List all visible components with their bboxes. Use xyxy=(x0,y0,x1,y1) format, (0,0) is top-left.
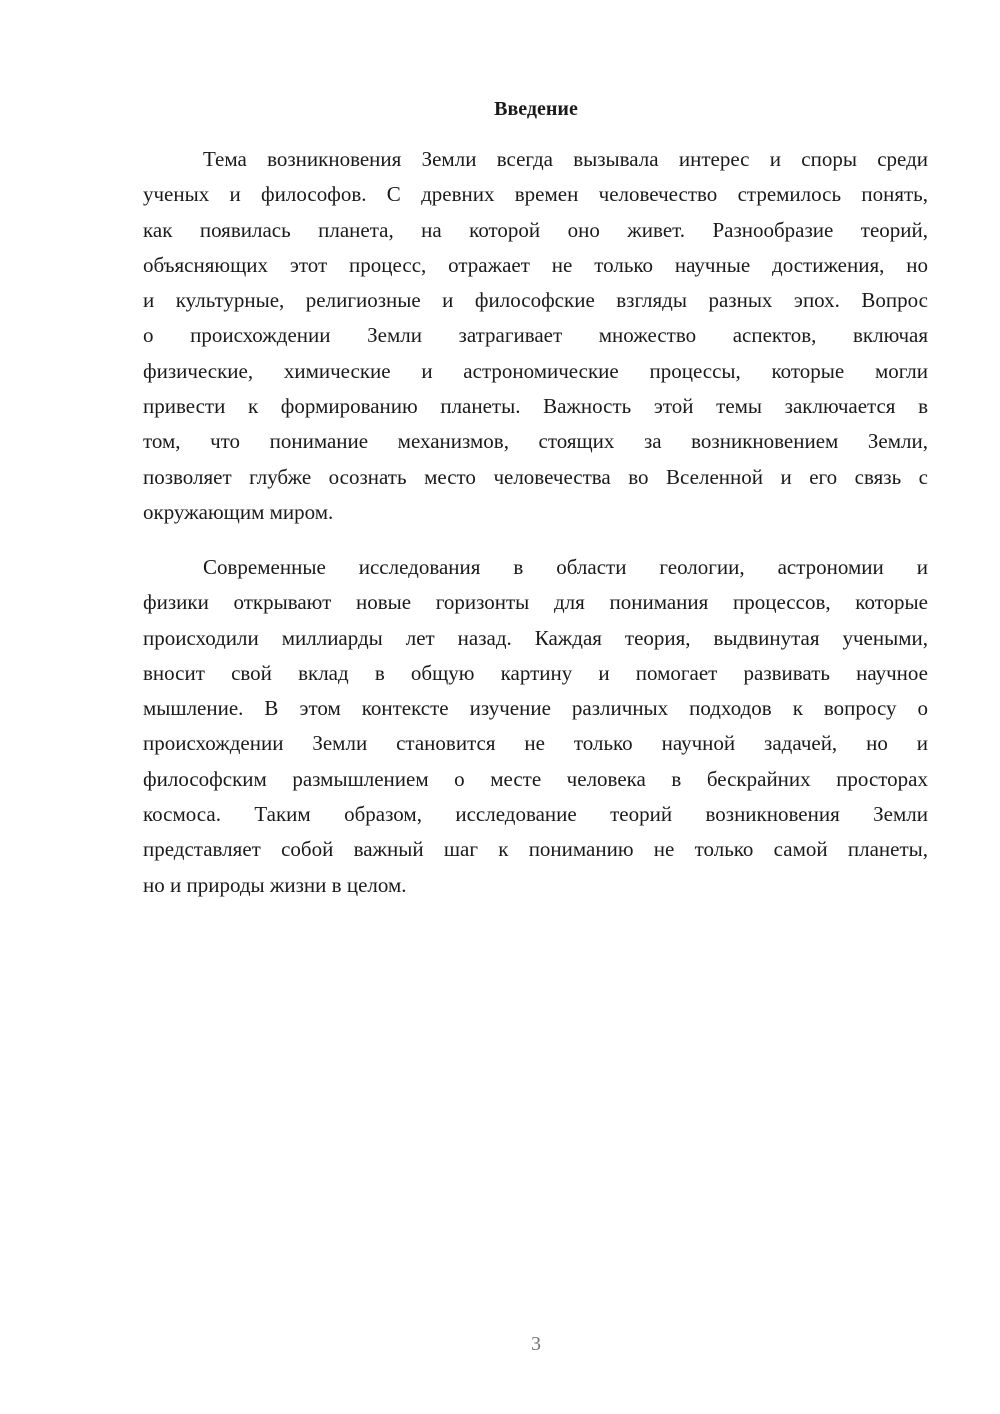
text-line: происхождении Земли становится не только научной задачей, но и xyxy=(143,731,928,756)
text-line: объясняющих этот процесс, отражает не только научные достижения, но xyxy=(143,252,928,277)
text-line: окружающим миром. xyxy=(143,499,334,524)
text-line: привести к формированию планеты. Важность этой темы заключается в xyxy=(143,394,928,419)
text-line: вносит свой вклад в общую картину и помогает развивать научное xyxy=(143,660,928,685)
text-line: и культурные, религиозные и философские взгляды разных эпох. Вопрос xyxy=(143,288,928,313)
paragraph-1 xyxy=(143,142,928,530)
text-line: о происхождении Земли затрагивает множество аспектов, включая xyxy=(143,323,928,348)
text-line: том, что понимание механизмов, стоящих за возникновением Земли, xyxy=(143,429,928,454)
text-line: Современные исследования в области геологии, астрономии и xyxy=(203,555,928,579)
text-line: Тема возникновения Земли всегда вызывала интерес и споры среди xyxy=(203,147,928,171)
text-line: физические, химические и астрономические процессы, которые могли xyxy=(143,358,928,383)
paragraph-2 xyxy=(143,550,928,903)
text-line: как появилась планета, на которой оно живет. Разнообразие теорий, xyxy=(143,217,928,242)
text-line: физики открывают новые горизонты для понимания процессов, которые xyxy=(143,590,928,615)
text-line: философским размышлением о месте человека в бескрайних просторах xyxy=(143,766,928,791)
section-heading: Введение xyxy=(494,98,578,120)
text-line: ученых и философов. С древних времен человечество стремилось понять, xyxy=(143,182,928,207)
text-line: происходили миллиарды лет назад. Каждая теория, выдвинутая учеными, xyxy=(143,625,928,650)
text-line: мышление. В этом контексте изучение различных подходов к вопросу о xyxy=(143,696,928,721)
text-line: позволяет глубже осознать место человечества во Вселенной и его связь с xyxy=(143,464,928,489)
text-line: представляет собой важный шаг к пониманию не только самой планеты, xyxy=(143,837,928,862)
page-number: 3 xyxy=(531,1333,541,1355)
text-line: космоса. Таким образом, исследование теорий возникновения Земли xyxy=(143,802,928,827)
text-line: но и природы жизни в целом. xyxy=(143,872,407,897)
